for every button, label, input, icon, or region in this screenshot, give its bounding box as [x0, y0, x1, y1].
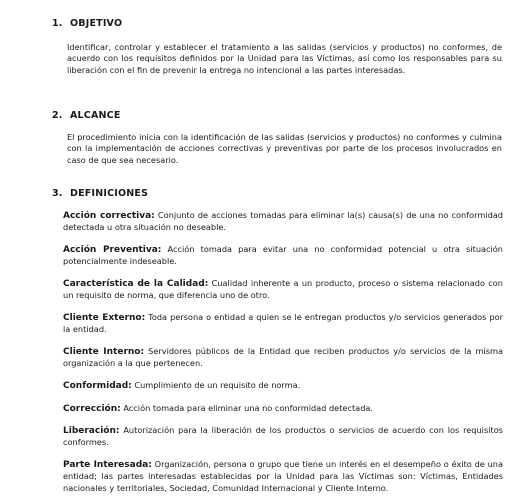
definition-item — [63, 210, 503, 234]
definition-item — [63, 459, 503, 494]
definition-text: Autorización para la liberación de los productos o servicios de acuerdo con los requisitos conformes. — [63, 425, 503, 448]
alcance-paragraph: El procedimiento inicia con la identificación de las salidas (servicios y productos) no conformes y culmina con la implementación de acciones correctivas y preventivas por parte de los procesos involucrados en caso de que sea necesario. — [67, 132, 502, 165]
definition-text: Toda persona o entidad a quien se le entregan productos y/o servicios generados por la entidad. — [63, 312, 503, 335]
definition-term: Liberación: — [63, 426, 120, 436]
section-title: OBJETIVO — [70, 18, 123, 29]
definition-item — [63, 312, 503, 336]
definition-term: Acción correctiva: — [63, 211, 155, 221]
definition-item — [63, 278, 503, 302]
definition-text: Cualidad inherente a un producto, proceso o sistema relacionado con un requisito de norma, que diferencia uno de otro. — [63, 278, 503, 301]
definition-text: Acción tomada para eliminar una no conformidad detectada. — [123, 403, 374, 413]
definition-item — [63, 244, 503, 268]
definition-text: Cumplimiento de un requisito de norma. — [134, 380, 301, 390]
section-title: DEFINICIONES — [70, 188, 149, 199]
definition-term: Conformidad: — [63, 381, 132, 391]
section-number: 2. — [52, 110, 63, 121]
definition-item — [63, 380, 503, 392]
definition-term: Característica de la Calidad: — [63, 279, 209, 289]
section-heading-definiciones — [52, 188, 148, 199]
definition-term: Cliente Externo: — [63, 313, 146, 323]
objetivo-paragraph: Identificar, controlar y establecer el tratamiento a las salidas (servicios y productos) no conformes, de acuerdo con los requisitos definidos por la Unidad para las Víctimas, así como los responsables para su liberación con el fin de prevenir la entrega no intencional a las partes interesadas. — [67, 42, 502, 75]
section-number: 1. — [52, 18, 63, 29]
definition-item — [63, 425, 503, 449]
definition-item — [63, 403, 503, 415]
section-title: ALCANCE — [70, 110, 121, 121]
definition-item — [63, 346, 503, 370]
definition-text: Acción tomada para evitar una no conformidad potencial u otra situación potencialmente indeseable. — [63, 244, 503, 267]
definition-term: Acción Preventiva: — [63, 245, 162, 255]
definition-text: Conjunto de acciones tomadas para eliminar la(s) causa(s) de una no conformidad detectada u otra situación no deseable. — [63, 210, 503, 233]
section-number: 3. — [52, 188, 63, 199]
definition-term: Cliente Interno: — [63, 347, 145, 357]
definition-text: Organización, persona o grupo que tiene un interés en el desempeño o éxito de una entidad; las partes interesadas establecidas por la Unidad para las Víctimas son: Víctimas, Entidades nacionales y territoriales, Sociedad, Comunidad Internacional y Cliente Interno. — [63, 459, 503, 493]
definition-term: Parte Interesada: — [63, 460, 152, 470]
section-heading-objetivo — [52, 18, 122, 29]
section-heading-alcance — [52, 110, 121, 121]
definition-term: Corrección: — [63, 404, 121, 414]
definition-text: Servidores públicos de la Entidad que reciben productos y/o servicios de la misma organización a la que pertenecen. — [63, 346, 503, 369]
